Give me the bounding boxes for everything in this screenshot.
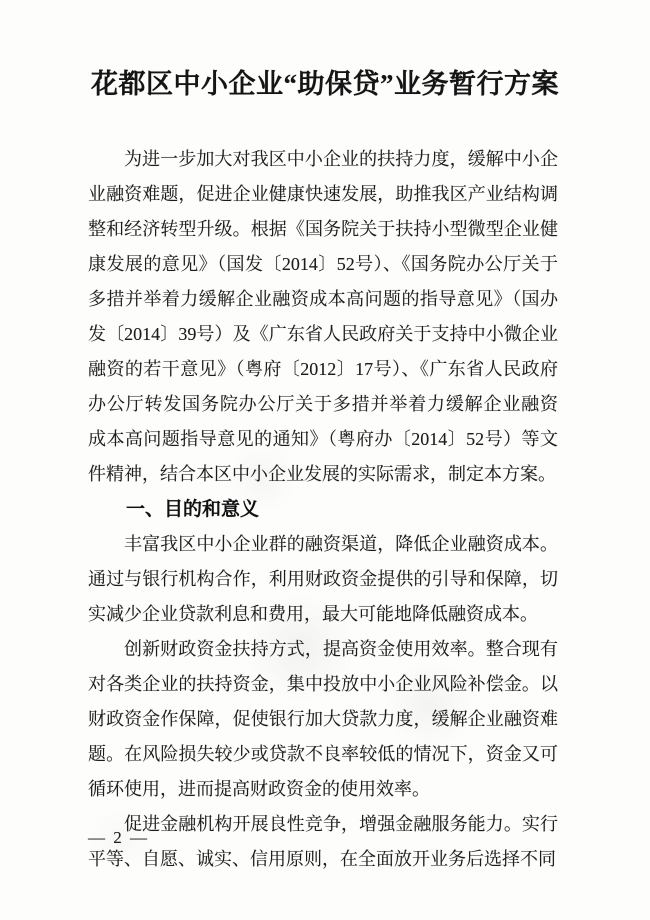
- text-line: 促进金融机构开展良性竞争，增强金融服务能力。实行: [124, 814, 558, 834]
- text-line: 融资的若干意见》（粤府〔2012〕17号）、《广东省人民政府: [88, 359, 558, 379]
- text-line: 平等、自愿、诚实、信用原则，在全面放开业务后选择不同: [88, 849, 556, 869]
- document-title: 花都区中小企业“助保贷”业务暂行方案: [91, 69, 559, 99]
- text-line: 业融资难题，促进企业健康快速发展，助推我区产业结构调: [88, 184, 558, 204]
- text-line: 件精神，结合本区中小企业发展的实际需求，制定本方案。: [88, 464, 556, 484]
- text-line: 通过与银行机构合作，利用财政资金提供的引导和保障，切: [88, 569, 558, 589]
- text-line: 发〔2014〕39号）及《广东省人民政府关于支持中小微企业: [88, 324, 558, 344]
- text-line: 财政资金作保障，促使银行加大贷款力度，缓解企业融资难: [88, 709, 558, 729]
- text-line: 丰富我区中小企业群的融资渠道，降低企业融资成本。: [124, 534, 558, 554]
- text-line: 为进一步加大对我区中小企业的扶持力度，缓解中小企: [124, 149, 558, 169]
- text-line: 创新财政资金扶持方式，提高资金使用效率。整合现有: [124, 639, 558, 659]
- text-line: 多措并举着力缓解企业融资成本高问题的指导意见》（国办: [88, 289, 558, 309]
- text-line: 成本高问题指导意见的通知》（粤府办〔2014〕52号）等文: [88, 429, 558, 449]
- text-line: 康发展的意见》（国发〔2014〕52号）、《国务院办公厅关于: [88, 254, 558, 274]
- text-line: 办公厅转发国务院办公厅关于多措并举着力缓解企业融资: [88, 394, 558, 414]
- text-line: 对各类企业的扶持资金，集中投放中小企业风险补偿金。以: [88, 674, 558, 694]
- text-line: 循环使用，进而提高财政资金的使用效率。: [88, 779, 430, 799]
- text-line: 整和经济转型升级。根据《国务院关于扶持小型微型企业健: [88, 219, 558, 239]
- text-line: 实减少企业贷款利息和费用，最大可能地降低融资成本。: [88, 604, 538, 624]
- section-heading: 一、目的和意义: [126, 499, 260, 520]
- document-body: [88, 142, 558, 877]
- text-line: 题。在风险损失较少或贷款不良率较低的情况下，资金又可: [88, 744, 558, 764]
- page-number: — 2 —: [88, 828, 149, 847]
